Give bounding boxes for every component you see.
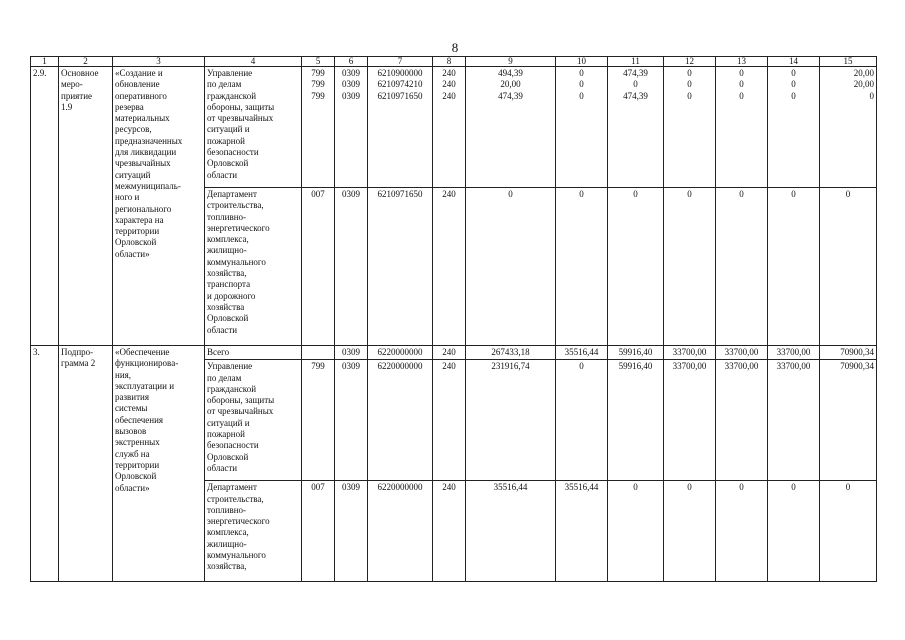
cell-c11 [608, 67, 664, 188]
cell-line: оперативного [115, 90, 167, 101]
cell-c8: 240 [433, 188, 466, 346]
cell-c8: 240 [433, 346, 466, 360]
cell-line: 494,39 [498, 68, 523, 78]
cell-c5: 007 [302, 188, 335, 346]
cell-line: 799 [311, 90, 325, 101]
cell-line: обороны, защиты [207, 101, 275, 112]
cell-line: Подпро- [61, 347, 94, 357]
cell-line: функционирова- [115, 358, 179, 369]
cell-line: по делам [207, 79, 242, 90]
cell-line: 0 [579, 90, 584, 101]
cell-line: «Создание и [115, 68, 163, 78]
cell-c11: 0 [608, 481, 664, 582]
cell-line: безопасности [207, 440, 259, 451]
budget-table [30, 56, 877, 582]
cell-c10: 35516,44 [556, 346, 608, 360]
header-cell: 11 [608, 57, 664, 67]
cell-line: области [207, 324, 238, 335]
total-label: Всего [205, 346, 302, 360]
cell-line: коммунального [207, 550, 266, 561]
cell-c9: 0 [466, 188, 556, 346]
cell-c14 [768, 67, 820, 188]
cell-line: 0 [739, 79, 744, 90]
cell-line: 0 [739, 90, 744, 101]
cell-c13: 0 [716, 481, 768, 582]
cell-line: ного и [115, 192, 140, 203]
cell-line: 0309 [342, 79, 360, 90]
cell-c14: 0 [768, 481, 820, 582]
header-cell: 4 [205, 57, 302, 67]
cell-c6: 0309 [335, 481, 368, 582]
cell-line: ситуаций [115, 169, 151, 180]
cell-line: области» [115, 248, 150, 259]
header-cell: 13 [716, 57, 768, 67]
header-cell: 6 [335, 57, 368, 67]
cell-line: экстренных [115, 437, 160, 448]
cell-line: 0309 [342, 68, 360, 78]
cell-line: меро- [61, 79, 83, 90]
cell-line: Орловской [207, 313, 249, 324]
cell-c11: 59916,40 [608, 360, 664, 481]
cell-c6: 0309 [335, 360, 368, 481]
cell-line: жилищно- [207, 245, 247, 256]
cell-line: обеспечения [115, 414, 164, 425]
cell-line: области [207, 169, 238, 180]
item-name [113, 67, 205, 346]
cell-line: строительства, [207, 200, 264, 211]
header-cell: 2 [59, 57, 113, 67]
cell-c8: 240 [433, 481, 466, 582]
cell-c12: 33700,00 [664, 360, 716, 481]
cell-line: 0 [791, 68, 796, 78]
cell-line: области [207, 462, 238, 473]
cell-c8 [433, 67, 466, 188]
item-name [113, 346, 205, 582]
cell-line: Орловской [207, 158, 249, 169]
cell-c10 [556, 67, 608, 188]
cell-line: 6210971650 [377, 90, 423, 101]
cell-c7: 6220000000 [368, 481, 433, 582]
cell-c9 [466, 67, 556, 188]
cell-c14: 33700,00 [768, 346, 820, 360]
cell-line: по делам [207, 372, 242, 383]
cell-c7: 6210971650 [368, 188, 433, 346]
cell-line: 0309 [342, 90, 360, 101]
cell-line: обновление [115, 79, 160, 90]
cell-line: чрезвычайных [115, 158, 171, 169]
table-row [31, 67, 877, 188]
header-cell: 1 [31, 57, 59, 67]
cell-c13: 33700,00 [716, 346, 768, 360]
cell-line: ситуаций и [207, 417, 250, 428]
cell-line: 6210900000 [377, 68, 423, 78]
cell-line: территории [115, 226, 160, 237]
cell-line: 0 [579, 68, 584, 78]
header-cell: 7 [368, 57, 433, 67]
cell-c14: 33700,00 [768, 360, 820, 481]
cell-line: 6210974210 [377, 79, 423, 90]
cell-line: топливно- [207, 211, 247, 222]
cell-line: предназначенных [115, 135, 183, 146]
cell-line: «Обеспечение [115, 347, 170, 357]
cell-c7 [368, 67, 433, 188]
cell-line: 799 [311, 79, 325, 90]
cell-line: 0 [739, 68, 744, 78]
executor [205, 360, 302, 481]
cell-c13: 33700,00 [716, 360, 768, 481]
cell-line: гражданской [207, 90, 257, 101]
cell-line: жилищно- [207, 538, 247, 549]
cell-c5 [302, 67, 335, 188]
cell-line: территории [115, 459, 160, 470]
cell-line: хозяйства, [207, 268, 247, 279]
item-type [59, 346, 113, 582]
cell-c7: 6220000000 [368, 360, 433, 481]
cell-line: 0 [579, 79, 584, 90]
cell-line: коммунального [207, 256, 266, 267]
cell-c5: 007 [302, 481, 335, 582]
cell-c12 [664, 67, 716, 188]
cell-c10: 35516,44 [556, 481, 608, 582]
cell-c11: 59916,40 [608, 346, 664, 360]
cell-line: Орловской [207, 451, 249, 462]
cell-c9: 231916,74 [466, 360, 556, 481]
cell-c14: 0 [768, 188, 820, 346]
cell-line: вызовов [115, 426, 147, 437]
cell-line: системы [115, 403, 148, 414]
cell-c5: 799 [302, 360, 335, 481]
cell-line: 474,39 [498, 90, 523, 101]
cell-line: 0 [687, 79, 692, 90]
header-cell: 5 [302, 57, 335, 67]
executor [205, 481, 302, 582]
cell-line: характера на [115, 214, 164, 225]
cell-c15: 70900,34 [820, 360, 877, 481]
cell-line: комплекса, [207, 527, 249, 538]
cell-line: Департамент [207, 482, 257, 493]
cell-c15 [820, 67, 877, 188]
cell-line: 799 [311, 68, 325, 78]
header-cell: 8 [433, 57, 466, 67]
cell-line: служб на [115, 448, 150, 459]
cell-c6: 0309 [335, 188, 368, 346]
cell-c15: 70900,34 [820, 346, 877, 360]
cell-line: пожарной [207, 135, 245, 146]
cell-c15: 0 [820, 188, 877, 346]
cell-line: 0 [687, 90, 692, 101]
cell-line: 20,00 [500, 79, 521, 90]
cell-line: 0 [633, 79, 638, 90]
cell-c13: 0 [716, 188, 768, 346]
cell-line: гражданской [207, 383, 257, 394]
cell-line: и дорожного [207, 290, 256, 301]
header-cell: 10 [556, 57, 608, 67]
cell-line: 20,00 [853, 79, 874, 90]
header-row [31, 57, 877, 67]
item-type [59, 67, 113, 346]
cell-line: ситуаций и [207, 124, 250, 135]
header-cell: 12 [664, 57, 716, 67]
cell-line: Департамент [207, 189, 257, 199]
cell-line: энергетического [207, 222, 270, 233]
cell-line: Орловской [115, 471, 157, 482]
cell-line: комплекса, [207, 234, 249, 245]
cell-line: 240 [442, 79, 456, 90]
cell-line: резерва [115, 101, 144, 112]
cell-line: 0 [791, 90, 796, 101]
cell-line: обороны, защиты [207, 395, 275, 406]
cell-line: 474,39 [623, 68, 648, 78]
cell-line: от чрезвычайных [207, 113, 274, 124]
cell-line: 0 [687, 68, 692, 78]
cell-c7: 6220000000 [368, 346, 433, 360]
executor [205, 188, 302, 346]
cell-line: регионального [115, 203, 172, 214]
cell-line: 0 [791, 79, 796, 90]
header-cell: 14 [768, 57, 820, 67]
executor [205, 67, 302, 188]
item-number: 3. [31, 346, 59, 582]
cell-line: 240 [442, 68, 456, 78]
item-number: 2.9. [31, 67, 59, 346]
cell-c6: 0309 [335, 346, 368, 360]
cell-line: пожарной [207, 429, 245, 440]
cell-line: безопасности [207, 147, 259, 158]
cell-c12: 0 [664, 188, 716, 346]
cell-line: 474,39 [623, 90, 648, 101]
cell-line: развития [115, 392, 150, 403]
cell-line: от чрезвычайных [207, 406, 274, 417]
cell-line: Управление [207, 361, 253, 372]
cell-c11: 0 [608, 188, 664, 346]
cell-line: грамма 2 [61, 358, 96, 369]
cell-line: эксплуатации и [115, 380, 175, 391]
cell-line: 0 [869, 90, 874, 101]
cell-line: транспорта [207, 279, 251, 290]
cell-c6 [335, 67, 368, 188]
cell-line: 1.9 [61, 101, 73, 112]
cell-c12: 0 [664, 481, 716, 582]
cell-line: 240 [442, 90, 456, 101]
cell-c8: 240 [433, 360, 466, 481]
header-cell: 3 [113, 57, 205, 67]
cell-line: энергетического [207, 516, 270, 527]
cell-line: межмуниципаль- [115, 180, 181, 191]
cell-line: хозяйства [207, 301, 245, 312]
cell-line: для ликвидации [115, 147, 177, 158]
cell-line: топливно- [207, 504, 247, 515]
cell-c9: 35516,44 [466, 481, 556, 582]
cell-line: строительства, [207, 493, 264, 504]
cell-c9: 267433,18 [466, 346, 556, 360]
cell-line: приятие [61, 90, 93, 101]
cell-line: ния, [115, 369, 132, 380]
cell-line: хозяйства, [207, 561, 247, 572]
cell-line: материальных [115, 113, 170, 124]
cell-line: Управление [207, 68, 253, 78]
cell-line: ресурсов, [115, 124, 152, 135]
header-cell: 9 [466, 57, 556, 67]
table-row [31, 346, 877, 360]
cell-c10: 0 [556, 360, 608, 481]
page-number: 8 [451, 40, 459, 55]
cell-c10: 0 [556, 188, 608, 346]
cell-c5 [302, 346, 335, 360]
cell-line: области» [115, 482, 150, 493]
cell-line: Основное [61, 68, 99, 78]
cell-c13 [716, 67, 768, 188]
cell-line: Орловской [115, 237, 157, 248]
cell-c12: 33700,00 [664, 346, 716, 360]
header-cell: 15 [820, 57, 877, 67]
cell-c15: 0 [820, 481, 877, 582]
cell-line: 20,00 [853, 68, 874, 78]
